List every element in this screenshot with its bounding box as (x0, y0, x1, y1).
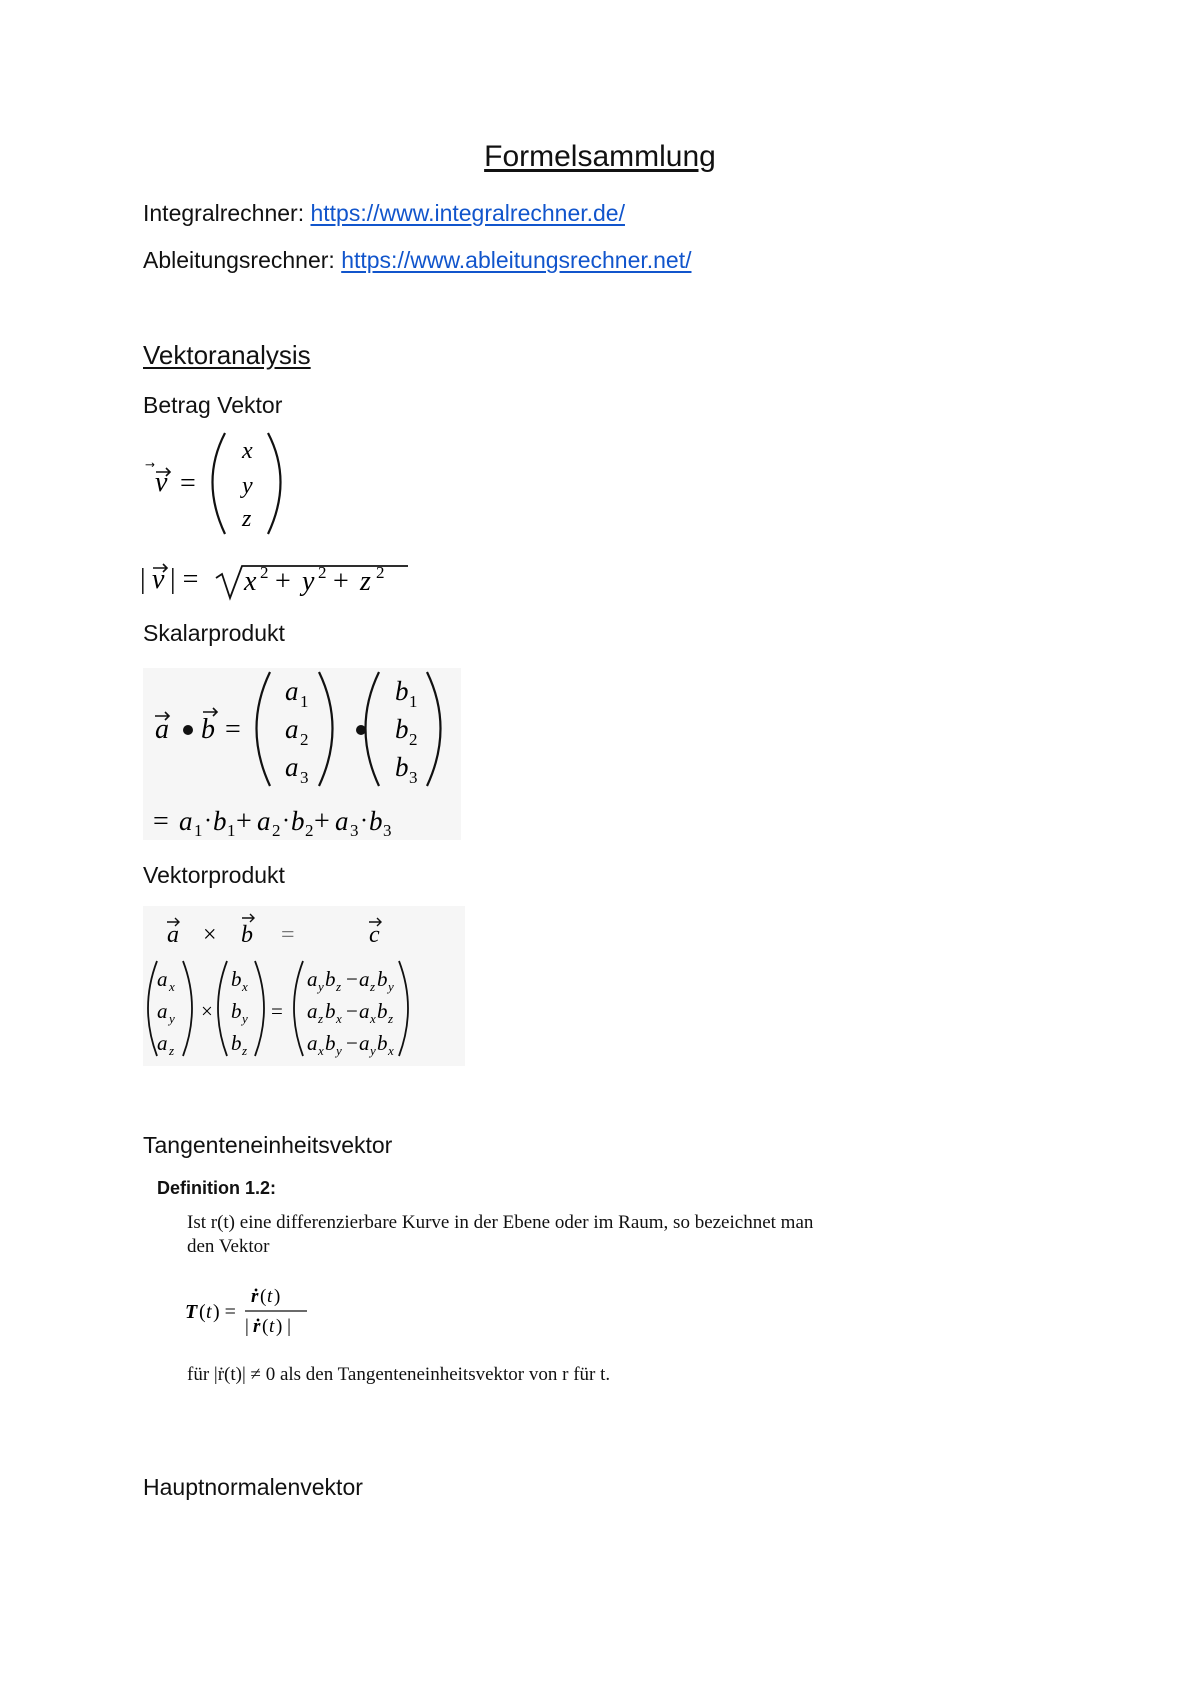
svg-text:2: 2 (300, 730, 309, 749)
svg-text:2: 2 (260, 563, 269, 582)
svg-text:a: a (359, 967, 370, 991)
svg-text:a: a (167, 922, 179, 948)
svg-text:a: a (359, 1031, 370, 1055)
svg-text:z: z (336, 979, 342, 994)
svg-text:z: z (360, 566, 371, 597)
svg-text:·: · (204, 808, 212, 834)
svg-text:a: a (179, 806, 193, 836)
svg-text:| =: | = (170, 564, 199, 595)
formula-dot-product (143, 668, 461, 840)
svg-text:3: 3 (300, 768, 309, 787)
svg-text:x: x (242, 979, 248, 994)
svg-text:·: · (360, 808, 368, 834)
svg-text:z: z (169, 1043, 175, 1058)
svg-text:x: x (370, 1011, 376, 1026)
svg-text:a: a (285, 676, 299, 706)
svg-text:b: b (377, 999, 388, 1023)
svg-text:=: = (271, 999, 283, 1023)
svg-text:2: 2 (376, 563, 385, 582)
svg-text:t: t (267, 1286, 273, 1307)
svg-text:+: + (236, 806, 252, 837)
definition-text-line1: Ist r(t) eine differenzierbare Kurve in der Ebene oder im Raum, so bezeichnet man (187, 1212, 814, 1233)
svg-text:a: a (155, 714, 169, 745)
svg-text:1: 1 (227, 821, 236, 840)
section-heading: Vektoranalysis (143, 340, 311, 370)
svg-text:b: b (231, 999, 242, 1023)
svg-text:+: + (314, 806, 330, 837)
svg-text:z: z (318, 1011, 324, 1026)
svg-text:y: y (318, 979, 324, 994)
svg-text:2: 2 (318, 563, 327, 582)
svg-text:2: 2 (305, 821, 314, 840)
svg-text:x: x (318, 1043, 324, 1058)
ableitungsrechner-link[interactable]: https://www.ableitungsrechner.net/ (341, 247, 692, 273)
definition-text-line2: den Vektor (187, 1236, 270, 1257)
svg-text:) =: ) = (213, 1301, 236, 1323)
svg-text:x: x (242, 438, 253, 464)
svg-text:b: b (291, 806, 305, 836)
label-betrag-vektor: Betrag Vektor (143, 392, 283, 418)
svg-text:b: b (201, 714, 215, 745)
svg-text:b: b (241, 922, 253, 948)
svg-text:T: T (185, 1301, 198, 1323)
svg-text:b: b (377, 1031, 388, 1055)
svg-text:c: c (369, 922, 380, 948)
formula-dot-product-box (143, 668, 461, 840)
page-title: Formelsammlung (484, 140, 716, 173)
svg-text:(: ( (260, 1286, 267, 1307)
svg-text:a: a (285, 714, 299, 744)
svg-text:×: × (203, 922, 217, 948)
definition-heading: Definition 1.2: (157, 1178, 277, 1198)
svg-text:x: x (244, 566, 257, 597)
svg-text:a: a (307, 1031, 318, 1055)
svg-text:b: b (231, 967, 242, 991)
svg-text:b: b (325, 1031, 336, 1055)
svg-text:a: a (257, 806, 271, 836)
svg-text:=: = (281, 922, 295, 948)
svg-text:b: b (395, 676, 409, 706)
svg-text:·: · (282, 808, 290, 834)
svg-text:(: ( (199, 1301, 206, 1323)
integralrechner-link[interactable]: https://www.integralrechner.de/ (310, 200, 625, 226)
svg-text:b: b (213, 806, 227, 836)
svg-text:−: − (346, 999, 358, 1023)
svg-text:y: y (169, 1011, 175, 1026)
label-vektorprodukt: Vektorprodukt (143, 862, 285, 888)
svg-text:1: 1 (409, 692, 418, 711)
formula-vector-magnitude (140, 428, 420, 608)
svg-text:b: b (395, 714, 409, 744)
svg-text:): ) (274, 1286, 281, 1307)
svg-text:x: x (336, 1011, 342, 1026)
svg-text:z: z (242, 506, 252, 532)
svg-text:1: 1 (194, 821, 203, 840)
svg-text:) |: ) | (276, 1316, 291, 1337)
svg-text:x: x (169, 979, 175, 994)
ableitungsrechner-line (143, 247, 692, 274)
svg-text:t: t (206, 1301, 212, 1323)
svg-text:=: = (153, 806, 169, 837)
svg-text:a: a (157, 1031, 168, 1055)
svg-text:2: 2 (409, 730, 418, 749)
svg-text:ṙ: ṙ (251, 1286, 259, 1307)
svg-text:3: 3 (383, 821, 392, 840)
svg-text:a: a (285, 752, 299, 782)
svg-text:b: b (369, 806, 383, 836)
svg-text:a: a (157, 967, 168, 991)
svg-text:b: b (377, 967, 388, 991)
svg-text:−: − (346, 1031, 358, 1055)
svg-text:1: 1 (300, 692, 309, 711)
svg-text:v: v (155, 467, 168, 498)
svg-text:y: y (388, 979, 394, 994)
svg-text:3: 3 (409, 768, 418, 787)
svg-text:b: b (325, 999, 336, 1023)
svg-text:y: y (302, 566, 315, 597)
svg-text:+: + (333, 566, 349, 597)
svg-text:=: = (180, 468, 196, 499)
svg-text:a: a (157, 999, 168, 1023)
definition-text-line3: für |ṙ(t)| ≠ 0 als den Tangenteneinheitsvektor von r für t. (187, 1364, 611, 1385)
label-tangenteneinheitsvektor: Tangenteneinheitsvektor (143, 1132, 393, 1158)
svg-text:z: z (370, 979, 376, 994)
svg-text:a: a (307, 967, 318, 991)
svg-text:×: × (201, 999, 213, 1023)
svg-text:x: x (388, 1043, 394, 1058)
svg-text:a: a (307, 999, 318, 1023)
svg-text:|: | (140, 564, 146, 595)
svg-text:v: v (152, 564, 165, 595)
svg-text:⃗ (145, 462, 155, 467)
svg-text:y: y (370, 1043, 376, 1058)
svg-text:ṙ: ṙ (253, 1316, 261, 1337)
svg-text:y: y (242, 473, 253, 499)
svg-text:b: b (231, 1031, 242, 1055)
ableitungsrechner-label: Ableitungsrechner: (143, 247, 342, 273)
svg-text:z: z (242, 1043, 248, 1058)
svg-text:3: 3 (350, 821, 359, 840)
integralrechner-label: Integralrechner: (143, 200, 311, 226)
svg-text:y: y (336, 1043, 342, 1058)
svg-text:+: + (275, 566, 291, 597)
svg-text:|: | (245, 1316, 249, 1337)
formula-cross-product-box (143, 906, 465, 1066)
definition-block (155, 1178, 915, 1408)
svg-text:2: 2 (272, 821, 281, 840)
svg-text:a: a (335, 806, 349, 836)
svg-text:−: − (346, 967, 358, 991)
svg-text:(: ( (262, 1316, 269, 1337)
svg-text:b: b (325, 967, 336, 991)
svg-text:y: y (242, 1011, 248, 1026)
svg-text:t: t (269, 1316, 275, 1337)
formula-cross-product (143, 906, 465, 1066)
label-hauptnormalenvektor: Hauptnormalenvektor (143, 1474, 363, 1500)
label-skalarprodukt: Skalarprodukt (143, 620, 285, 646)
svg-text:b: b (395, 752, 409, 782)
svg-text:z: z (388, 1011, 394, 1026)
formula-tangent-unit-vector (185, 1278, 325, 1348)
svg-text:a: a (359, 999, 370, 1023)
integralrechner-line (143, 200, 625, 227)
svg-text:=: = (225, 714, 241, 745)
